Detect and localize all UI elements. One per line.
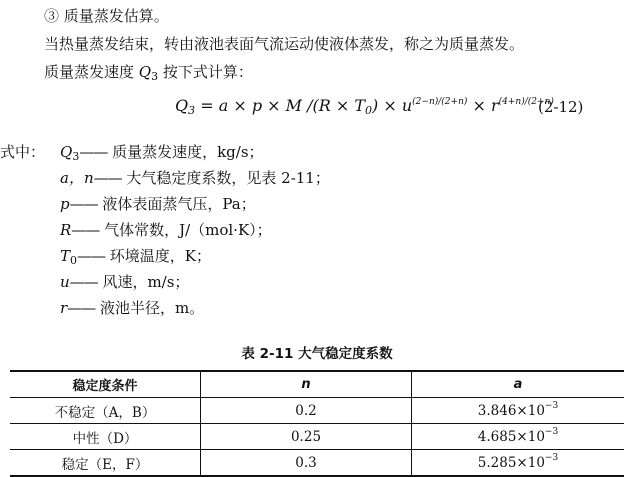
- table-row: [10, 450, 624, 477]
- where-symbol: u: [60, 273, 70, 291]
- where-symbol-sub: 0: [70, 254, 78, 267]
- where-dash: ——: [67, 299, 96, 317]
- eq-lhs-sub: 3: [188, 104, 196, 117]
- paragraph-2-symbol: Q: [138, 63, 152, 81]
- cell-condition: 稳定（E，F）: [61, 456, 149, 473]
- where-symbol: T: [60, 247, 71, 265]
- cell-a-exponent: −3: [544, 452, 559, 463]
- equation: [175, 96, 554, 115]
- where-description: 液池半径，m。: [95, 299, 205, 317]
- where-intro: 式中：: [0, 143, 46, 161]
- where-item: [60, 246, 211, 266]
- cell-a-exponent: −3: [544, 426, 559, 437]
- where-description: 质量蒸发速度，kg/s；: [107, 143, 264, 161]
- paragraph-1: 当热量蒸发结束，转由液池表面气流运动使液体蒸发，称之为质量蒸发。: [44, 35, 525, 53]
- eq-t-sub: 0: [365, 104, 373, 117]
- where-symbol-sub: 3: [72, 150, 80, 163]
- cell-n: 0.25: [201, 424, 412, 450]
- eq-r-exp: (4+n)/(2+n): [498, 97, 554, 107]
- eq-lhs: Q: [175, 96, 189, 115]
- where-dash: ——: [69, 195, 98, 213]
- paragraph-2-sub: 3: [151, 70, 159, 83]
- cell-a-mantissa: 3.846×10: [477, 402, 545, 419]
- where-item: [60, 298, 204, 318]
- eq-tail: × r: [467, 96, 499, 115]
- cell-condition: 不稳定（A，B）: [54, 404, 156, 421]
- where-symbol: a，n: [60, 169, 94, 187]
- paragraph-2-prefix: 质量蒸发速度: [44, 63, 139, 81]
- cell-a: [412, 450, 625, 477]
- where-item: [60, 272, 189, 292]
- table-row: [10, 398, 624, 424]
- where-symbol: r: [60, 299, 68, 317]
- header-n: n: [201, 371, 412, 398]
- equation-number: (2-12): [538, 98, 584, 116]
- cell-a-mantissa: 4.685×10: [477, 428, 545, 445]
- cell-a: [412, 424, 625, 450]
- eq-mid: ) × u: [372, 96, 413, 115]
- where-dash: ——: [93, 169, 122, 187]
- where-dash: ——: [69, 273, 98, 291]
- where-description: 液体表面蒸气压，Pa；: [97, 195, 256, 213]
- paragraph-2: [44, 62, 253, 82]
- where-description: 环境温度，K；: [105, 247, 211, 265]
- cell-condition: 中性（D）: [72, 430, 138, 447]
- where-item: [60, 142, 264, 162]
- where-symbol: R: [60, 221, 72, 239]
- where-symbol: p: [60, 195, 70, 213]
- paragraph-2-suffix: 按下式计算：: [158, 63, 253, 81]
- where-item: [60, 194, 256, 214]
- where-dash: ——: [77, 247, 106, 265]
- where-item: [60, 168, 330, 188]
- section-heading: ③ 质量蒸发估算。: [44, 7, 169, 25]
- table-row: [10, 424, 624, 450]
- table-caption: 表 2-11 大气稳定度系数: [241, 346, 393, 362]
- cell-n: 0.3: [201, 450, 412, 477]
- header-condition: 稳定度条件: [72, 379, 138, 394]
- cell-a: [412, 398, 625, 424]
- where-dash: ——: [79, 143, 108, 161]
- where-symbol: Q: [60, 143, 73, 161]
- where-item: [60, 220, 272, 240]
- eq-body: = a × p × M /(R × T: [195, 96, 366, 115]
- where-dash: ——: [71, 221, 100, 239]
- header-a: a: [412, 371, 625, 398]
- table-header-row: [10, 371, 624, 398]
- stability-table: [10, 370, 624, 477]
- cell-a-exponent: −3: [544, 400, 559, 411]
- eq-u-exp: (2−n)/(2+n): [412, 97, 468, 107]
- where-description: 大气稳定度系数，见表 2-11；: [121, 169, 330, 187]
- cell-n: 0.2: [201, 398, 412, 424]
- where-description: 风速，m/s；: [97, 273, 190, 291]
- where-description: 气体常数，J/（mol·K）；: [99, 221, 272, 239]
- cell-a-mantissa: 5.285×10: [477, 454, 545, 471]
